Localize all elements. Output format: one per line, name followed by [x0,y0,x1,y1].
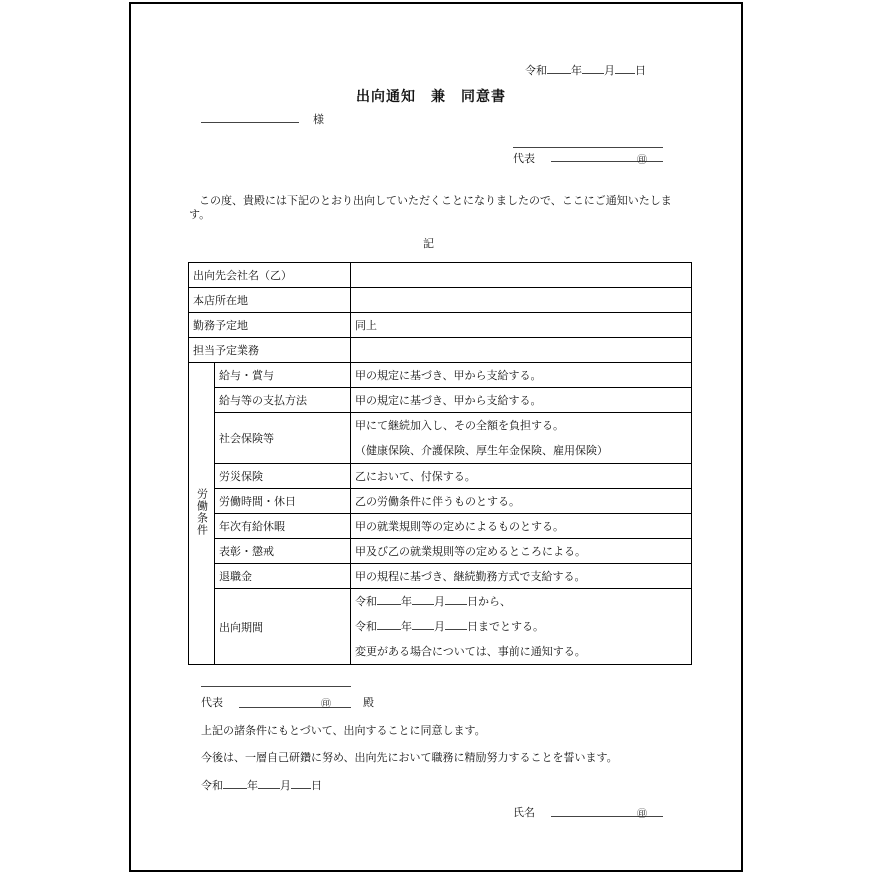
table-row [189,539,692,564]
row-label: 給与等の支払方法 [215,388,351,413]
row-value: 甲の就業規則等の定めによるものとする。 [351,514,692,539]
table-row [189,313,692,338]
row-label: 労災保険 [215,464,351,489]
value-line: 甲にて継続加入し、その全額を負担する。 [355,419,564,432]
conditions-table [188,262,692,665]
row-value[interactable]: 同上 [351,313,692,338]
row-value: 甲の規程に基づき、継続勤務方式で支給する。 [351,564,692,589]
period-value [351,589,692,665]
row-value[interactable] [351,338,692,363]
date-era: 令和 [525,64,547,77]
table-row [189,363,692,388]
date-era: 令和 [201,779,223,792]
consent-rep-blank[interactable] [239,707,351,708]
row-label: 担当予定業務 [189,338,351,363]
document-page [129,2,743,872]
group-label: 労働条件 [195,488,209,536]
table-row [189,413,692,464]
row-label: 退職金 [215,564,351,589]
name-seal-icon: ㊞ [637,809,647,820]
table-row [189,514,692,539]
row-label: 表彰・懲戒 [215,539,351,564]
era: 令和 [355,595,377,608]
date-month-label: 月 [604,64,615,77]
row-label: 給与・賞与 [215,363,351,388]
labor-conditions-group [189,363,215,665]
consent-date [201,777,322,793]
row-value: 甲の規定に基づき、甲から支給する。 [351,363,692,388]
table-row [189,489,692,514]
row-label: 本店所在地 [189,288,351,313]
date-year-label: 年 [571,64,582,77]
row-label: 社会保険等 [215,413,351,464]
date-month-label: 月 [280,779,291,792]
month: 月 [434,620,445,633]
table-row [189,338,692,363]
date-year-label: 年 [247,779,258,792]
row-value: 甲及び乙の就業規則等の定めるところによる。 [351,539,692,564]
consent-line-2: 今後は、一層自己研鑽に努め、出向先において職務に精励努力することを誓います。 [201,751,618,764]
consent-line-1: 上記の諸条件にもとづいて、出向することに同意します。 [201,724,486,737]
table-row [189,263,692,288]
to-suffix: 日までとする。 [467,620,544,633]
row-value[interactable] [351,288,692,313]
document-title: 出向通知 兼 同意書 [356,89,506,105]
value-line: （健康保険、介護保険、厚生年金保険、雇用保険） [355,444,608,457]
period-from-line [355,589,687,614]
era: 令和 [355,620,377,633]
header-date [525,62,646,78]
consent-topline [201,686,351,687]
row-label: 勤務予定地 [189,313,351,338]
row-value[interactable] [351,263,692,288]
consent-dono: 殿 [363,696,374,709]
row-label: 労働時間・休日 [215,489,351,514]
sender-label: 代表 [513,152,535,165]
period-note: 変更がある場合については、事前に通知する。 [355,645,586,658]
addressee-honorific: 様 [313,113,324,126]
row-label: 出向期間 [215,589,351,665]
table-row [189,589,692,665]
date-day-label: 日 [311,779,322,792]
row-value: 甲の規定に基づき、甲から支給する。 [351,388,692,413]
table-row [189,388,692,413]
table-row [189,564,692,589]
name-label: 氏名 [513,806,535,819]
date-day-label: 日 [635,64,646,77]
ki-label: 記 [423,237,434,250]
row-value: 乙の労働条件に伴うものとする。 [351,489,692,514]
consent-rep-label: 代表 [201,696,223,709]
addressee-blank[interactable] [201,122,299,123]
from-suffix: 日から、 [467,595,511,608]
table-row [189,288,692,313]
month: 月 [434,595,445,608]
row-value [351,413,692,464]
year: 年 [401,595,412,608]
notice-body: この度、貴殿には下記のとおり出向していただくことになりましたので、ここにご通知いたします。 [189,194,672,221]
row-value: 乙において、付保する。 [351,464,692,489]
row-label: 出向先会社名（乙） [189,263,351,288]
consent-seal-icon: ㊞ [321,699,331,710]
year: 年 [401,620,412,633]
period-to-line [355,614,687,639]
row-label: 年次有給休暇 [215,514,351,539]
sender-topline [513,147,663,148]
table-row [189,464,692,489]
sender-seal-icon: ㊞ [637,155,647,166]
